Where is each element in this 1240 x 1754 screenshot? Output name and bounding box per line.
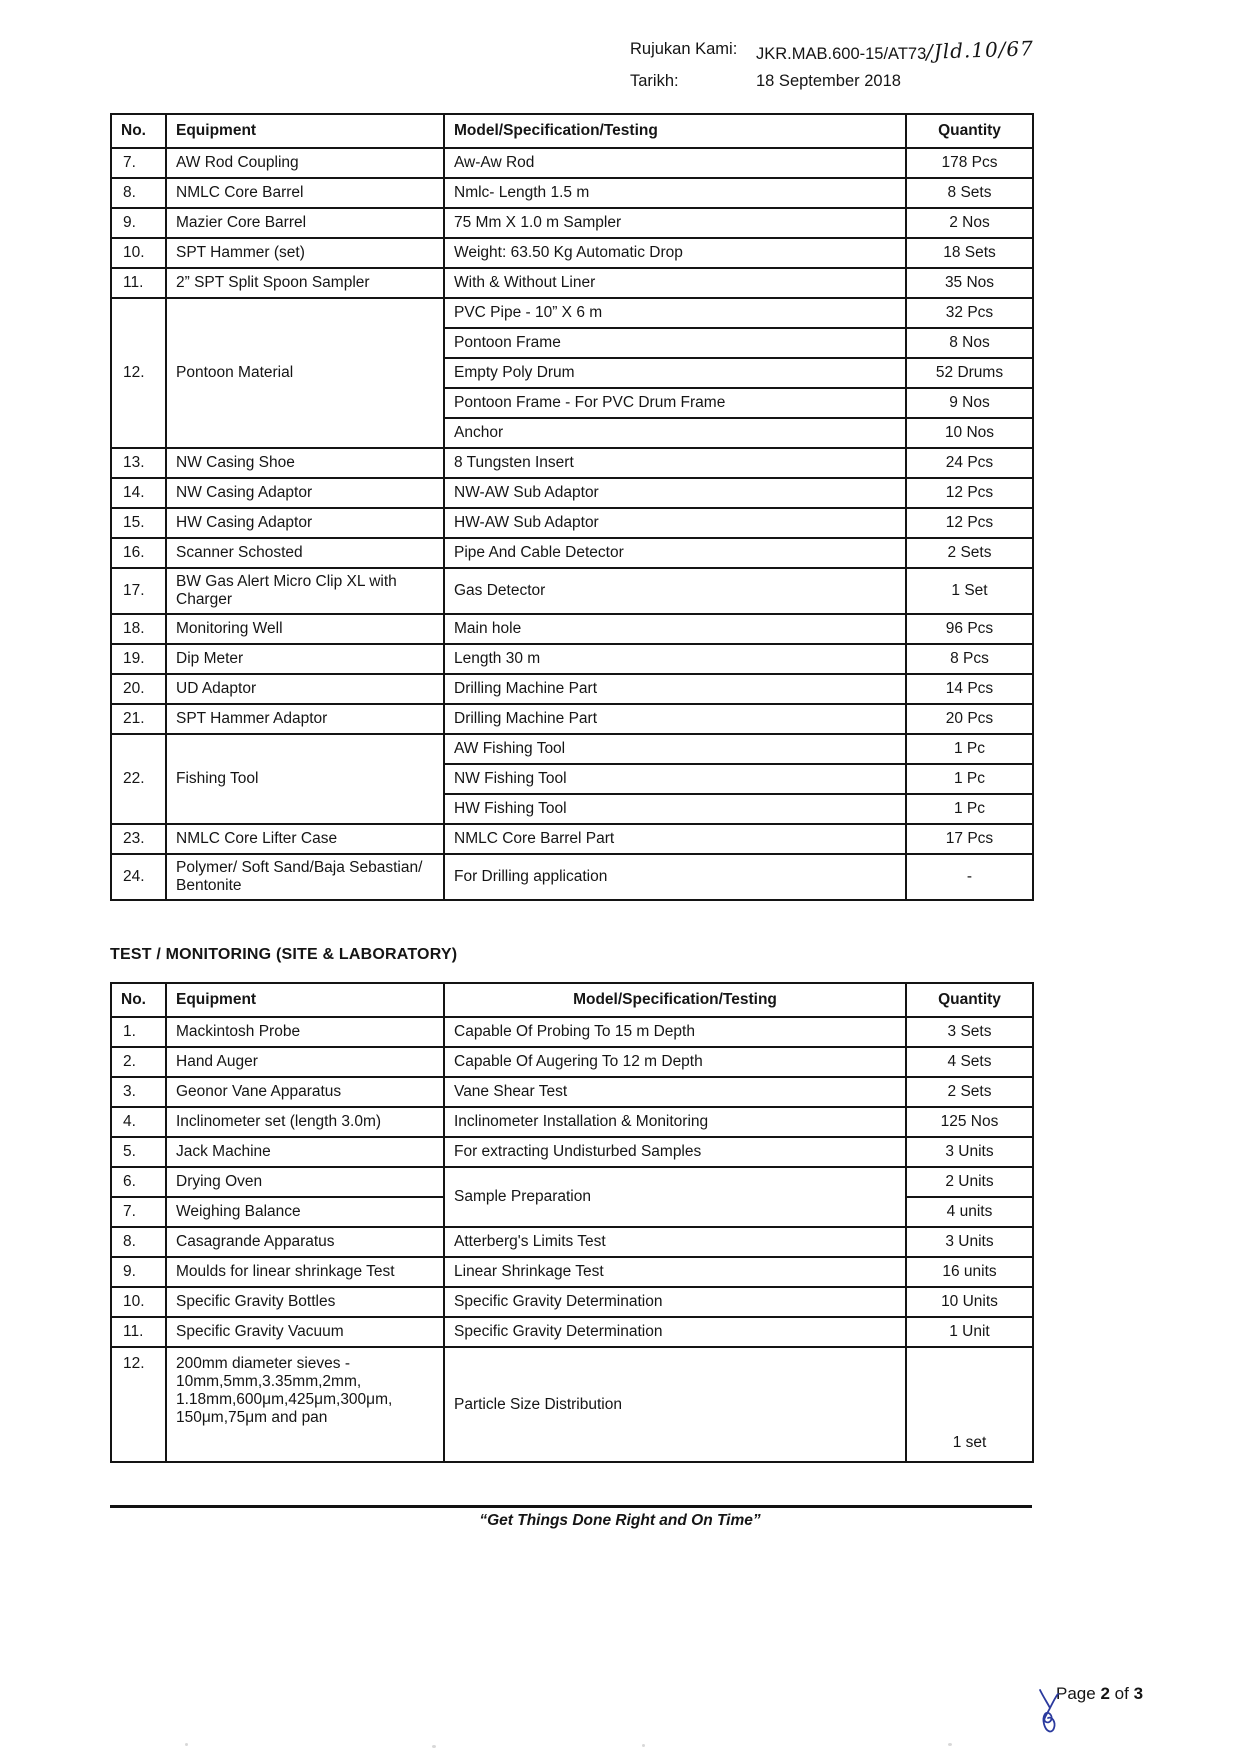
row-number: 24. [111,854,166,900]
model-cell: Drilling Machine Part [444,704,906,734]
row-number: 12. [111,1347,166,1462]
equipment-cell: NW Casing Adaptor [166,478,444,508]
model-cell: For extracting Undisturbed Samples [444,1137,906,1167]
equipment-cell: Weighing Balance [166,1197,444,1227]
equipment-cell: HW Casing Adaptor [166,508,444,538]
row-number: 7. [111,148,166,178]
row-number: 21. [111,704,166,734]
model-cell: HW Fishing Tool [444,794,906,824]
model-cell: 75 Mm X 1.0 m Sampler [444,208,906,238]
scan-artifact [432,1745,436,1748]
model-cell: Empty Poly Drum [444,358,906,388]
quantity-cell: 3 Units [906,1137,1033,1167]
row-number: 12. [111,298,166,448]
quantity-cell: 20 Pcs [906,704,1033,734]
quantity-cell: 8 Nos [906,328,1033,358]
equipment-cell: Polymer/ Soft Sand/Baja Sebastian/ Bentonite [166,854,444,900]
model-cell: HW-AW Sub Adaptor [444,508,906,538]
row-number: 8. [111,178,166,208]
column-header-equipment: Equipment [166,114,444,148]
quantity-cell: 125 Nos [906,1107,1033,1137]
equipment-cell: BW Gas Alert Micro Clip XL with Charger [166,568,444,614]
model-cell: Pontoon Frame - For PVC Drum Frame [444,388,906,418]
row-number: 16. [111,538,166,568]
table-row [111,1257,1033,1287]
model-cell: Weight: 63.50 Kg Automatic Drop [444,238,906,268]
quantity-cell: 4 units [906,1197,1033,1227]
quantity-cell: 3 Units [906,1227,1033,1257]
equipment-cell: Pontoon Material [166,298,444,448]
equipment-cell: Mazier Core Barrel [166,208,444,238]
quantity-cell: 8 Sets [906,178,1033,208]
equipment-cell: 2” SPT Split Spoon Sampler [166,268,444,298]
model-cell: Linear Shrinkage Test [444,1257,906,1287]
equipment-cell: Monitoring Well [166,614,444,644]
page-total: 3 [1133,1684,1144,1703]
equipment-cell: Mackintosh Probe [166,1017,444,1047]
model-cell: PVC Pipe - 10” X 6 m [444,298,906,328]
quantity-cell: 178 Pcs [906,148,1033,178]
row-number: 18. [111,614,166,644]
table-row [111,1347,1033,1462]
table-row [111,1167,1033,1197]
reference-row [630,36,1034,68]
column-header-no: No. [111,983,166,1017]
date-row [630,68,1034,94]
equipment-cell: SPT Hammer Adaptor [166,704,444,734]
model-cell: Capable Of Probing To 15 m Depth [444,1017,906,1047]
quantity-cell: 1 Set [906,568,1033,614]
quantity-cell: 16 units [906,1257,1033,1287]
scan-artifact [642,1744,645,1747]
row-number: 11. [111,268,166,298]
quantity-cell: 24 Pcs [906,448,1033,478]
reference-number-handwritten: /Jld.10/67 [925,36,1035,64]
row-number: 7. [111,1197,166,1227]
model-cell: Vane Shear Test [444,1077,906,1107]
table-row [111,1287,1033,1317]
model-cell: Sample Preparation [444,1167,906,1227]
quantity-cell: 52 Drums [906,358,1033,388]
quantity-cell: 1 set [906,1347,1033,1462]
model-cell: AW Fishing Tool [444,734,906,764]
footer-divider [110,1505,1032,1508]
signature-mark [1034,1686,1074,1742]
quantity-cell: - [906,854,1033,900]
quantity-cell: 32 Pcs [906,298,1033,328]
column-header-no: No. [111,114,166,148]
model-cell: Anchor [444,418,906,448]
model-cell: NW-AW Sub Adaptor [444,478,906,508]
quantity-cell: 2 Sets [906,1077,1033,1107]
equipment-cell: Specific Gravity Vacuum [166,1317,444,1347]
quantity-cell: 8 Pcs [906,644,1033,674]
page-of: of [1114,1684,1129,1703]
table-row [111,734,1033,764]
column-header-equipment: Equipment [166,983,444,1017]
table-row [111,824,1033,854]
table-row [111,448,1033,478]
equipment-cell: AW Rod Coupling [166,148,444,178]
row-number: 2. [111,1047,166,1077]
equipment-cell: NW Casing Shoe [166,448,444,478]
equipment-cell: Hand Auger [166,1047,444,1077]
table-row [111,1017,1033,1047]
quantity-cell: 3 Sets [906,1017,1033,1047]
table-row [111,1317,1033,1347]
date-value: 18 September 2018 [756,72,901,90]
table-row [111,178,1033,208]
page-prefix: Page [1056,1684,1096,1703]
table-row [111,268,1033,298]
row-number: 14. [111,478,166,508]
quantity-cell: 10 Units [906,1287,1033,1317]
equipment-cell: Jack Machine [166,1137,444,1167]
table-row [111,1107,1033,1137]
test-monitoring-table [110,982,1034,1463]
row-number: 19. [111,644,166,674]
model-cell: Capable Of Augering To 12 m Depth [444,1047,906,1077]
equipment-cell: Moulds for linear shrinkage Test [166,1257,444,1287]
page-number [1056,1684,1143,1704]
equipment-cell: Drying Oven [166,1167,444,1197]
model-cell: Nmlc- Length 1.5 m [444,178,906,208]
model-cell: With & Without Liner [444,268,906,298]
quantity-cell: 1 Pc [906,794,1033,824]
reference-number-printed: JKR.MAB.600-15/AT73 [756,45,927,63]
equipment-cell: Dip Meter [166,644,444,674]
reference-label: Rujukan Kami: [630,40,738,58]
model-cell: Pipe And Cable Detector [444,538,906,568]
table-row [111,508,1033,538]
table-row [111,208,1033,238]
document-header [630,36,1034,94]
model-cell: NMLC Core Barrel Part [444,824,906,854]
scan-artifact [948,1743,952,1746]
row-number: 4. [111,1107,166,1137]
equipment-cell: Inclinometer set (length 3.0m) [166,1107,444,1137]
footer-quote: “Get Things Done Right and On Time” [479,1512,761,1529]
row-number: 15. [111,508,166,538]
model-cell: NW Fishing Tool [444,764,906,794]
equipment-cell: SPT Hammer (set) [166,238,444,268]
model-cell: 8 Tungsten Insert [444,448,906,478]
table-row [111,1227,1033,1257]
quantity-cell: 12 Pcs [906,478,1033,508]
equipment-cell: UD Adaptor [166,674,444,704]
equipment-cell: Geonor Vane Apparatus [166,1077,444,1107]
model-cell: Main hole [444,614,906,644]
model-cell: Pontoon Frame [444,328,906,358]
row-number: 10. [111,1287,166,1317]
date-label: Tarikh: [630,72,679,90]
model-cell: Specific Gravity Determination [444,1287,906,1317]
row-number: 13. [111,448,166,478]
row-number: 5. [111,1137,166,1167]
table-row [111,238,1033,268]
row-number: 11. [111,1317,166,1347]
equipment-cell: Specific Gravity Bottles [166,1287,444,1317]
equipment-cell: Scanner Schosted [166,538,444,568]
quantity-cell: 9 Nos [906,388,1033,418]
quantity-cell: 4 Sets [906,1047,1033,1077]
page-current: 2 [1100,1684,1110,1703]
row-number: 9. [111,208,166,238]
model-cell: Particle Size Distribution [444,1347,906,1462]
table-row [111,298,1033,328]
row-number: 6. [111,1167,166,1197]
table-row [111,568,1033,614]
table-row [111,614,1033,644]
quantity-cell: 1 Pc [906,734,1033,764]
table-row [111,1077,1033,1107]
model-cell: Drilling Machine Part [444,674,906,704]
column-header-model: Model/Specification/Testing [444,983,906,1017]
model-cell: Aw-Aw Rod [444,148,906,178]
section-title: TEST / MONITORING (SITE & LABORATORY) [110,946,458,963]
quantity-cell: 35 Nos [906,268,1033,298]
table-row [111,1137,1033,1167]
quantity-cell: 17 Pcs [906,824,1033,854]
table-row [111,854,1033,900]
table-row [111,538,1033,568]
equipment-table [110,113,1034,901]
scan-artifact [185,1743,188,1746]
equipment-cell: NMLC Core Lifter Case [166,824,444,854]
table-row [111,478,1033,508]
reference-value [756,36,1034,68]
row-number: 20. [111,674,166,704]
table-row [111,674,1033,704]
quantity-cell: 14 Pcs [906,674,1033,704]
row-number: 22. [111,734,166,824]
equipment-cell: 200mm diameter sieves - 10mm,5mm,3.35mm,2mm, 1.18mm,600μm,425μm,300μm, 150μm,75μm and pan [166,1347,444,1462]
row-number: 10. [111,238,166,268]
row-number: 3. [111,1077,166,1107]
table-header-row [111,114,1033,148]
model-cell: For Drilling application [444,854,906,900]
equipment-cell: NMLC Core Barrel [166,178,444,208]
table-row [111,148,1033,178]
model-cell: Length 30 m [444,644,906,674]
model-cell: Gas Detector [444,568,906,614]
row-number: 17. [111,568,166,614]
quantity-cell: 2 Units [906,1167,1033,1197]
quantity-cell: 12 Pcs [906,508,1033,538]
column-header-model: Model/Specification/Testing [444,114,906,148]
table-header-row [111,983,1033,1017]
quantity-cell: 10 Nos [906,418,1033,448]
row-number: 1. [111,1017,166,1047]
equipment-cell: Casagrande Apparatus [166,1227,444,1257]
column-header-qty: Quantity [906,114,1033,148]
row-number: 8. [111,1227,166,1257]
model-cell: Atterberg's Limits Test [444,1227,906,1257]
quantity-cell: 96 Pcs [906,614,1033,644]
equipment-cell: Fishing Tool [166,734,444,824]
table-row [111,644,1033,674]
row-number: 23. [111,824,166,854]
table-row [111,704,1033,734]
table-row [111,1047,1033,1077]
model-cell: Specific Gravity Determination [444,1317,906,1347]
model-cell: Inclinometer Installation & Monitoring [444,1107,906,1137]
quantity-cell: 18 Sets [906,238,1033,268]
quantity-cell: 2 Sets [906,538,1033,568]
quantity-cell: 2 Nos [906,208,1033,238]
row-number: 9. [111,1257,166,1287]
quantity-cell: 1 Pc [906,764,1033,794]
column-header-qty: Quantity [906,983,1033,1017]
quantity-cell: 1 Unit [906,1317,1033,1347]
